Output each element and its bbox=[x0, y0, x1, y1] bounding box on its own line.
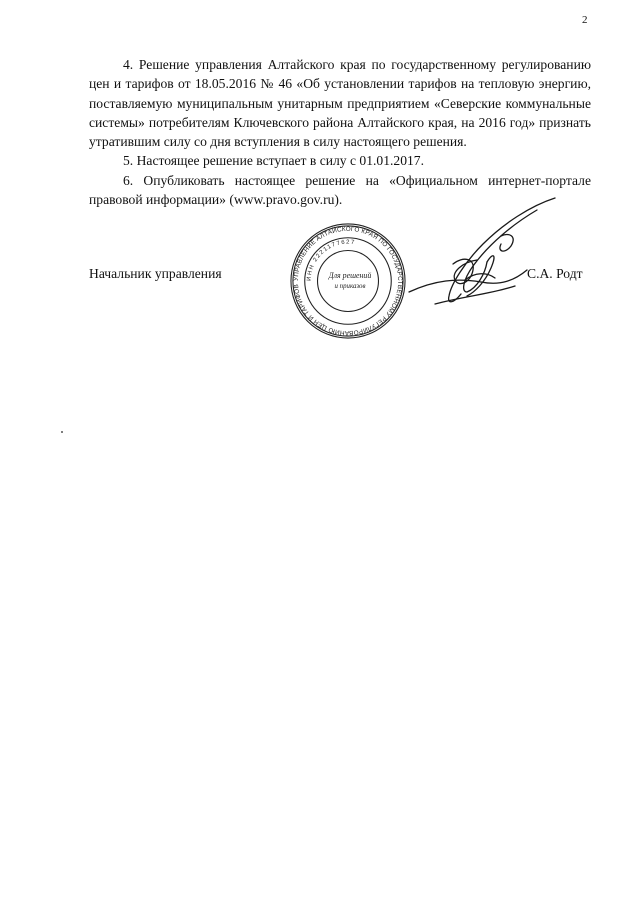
paragraph-5: 5. Настоящее решение вступает в силу с 01.01.2017. bbox=[123, 153, 424, 169]
document-body bbox=[89, 55, 591, 209]
paragraph-6: 6. Опубликовать настоящее решение на «Официальном интернет-портале правовой информации» (www.pravo.gov.ru). bbox=[89, 172, 591, 208]
page-number: 2 bbox=[582, 14, 588, 26]
signatory-position: Начальник управления bbox=[89, 266, 222, 281]
official-seal-stamp bbox=[289, 222, 407, 340]
seal-inn-text: ИНН 2221177627 bbox=[306, 239, 356, 282]
paragraph-4: 4. Решение управления Алтайского края по государственному регулированию цен и тарифов от 18.05.2016 № 46 «Об установлении тарифов на тепловую энергию, поставляемую муниципальным унитарным предприятием «Северские коммунальные системы» потребителям Ключевского района Алтайского края, на 2016 год» признать утратившим силу со дня вступления в силу настоящего решения. bbox=[89, 57, 591, 150]
seal-outer-text: УПРАВЛЕНИЕ АЛТАЙСКОГО КРАЯ ПО ГОСУДАРСТВЕННОМУ РЕГУЛИРОВАНИЮ ЦЕН И ТАРИФОВ bbox=[292, 225, 404, 337]
seal-center-line2: и приказов bbox=[334, 282, 366, 290]
seal-center-line1: Для решений bbox=[328, 271, 372, 281]
scan-speck bbox=[61, 431, 63, 433]
handwritten-signature bbox=[405, 196, 570, 314]
signatory-name: С.А. Родт bbox=[527, 266, 583, 281]
